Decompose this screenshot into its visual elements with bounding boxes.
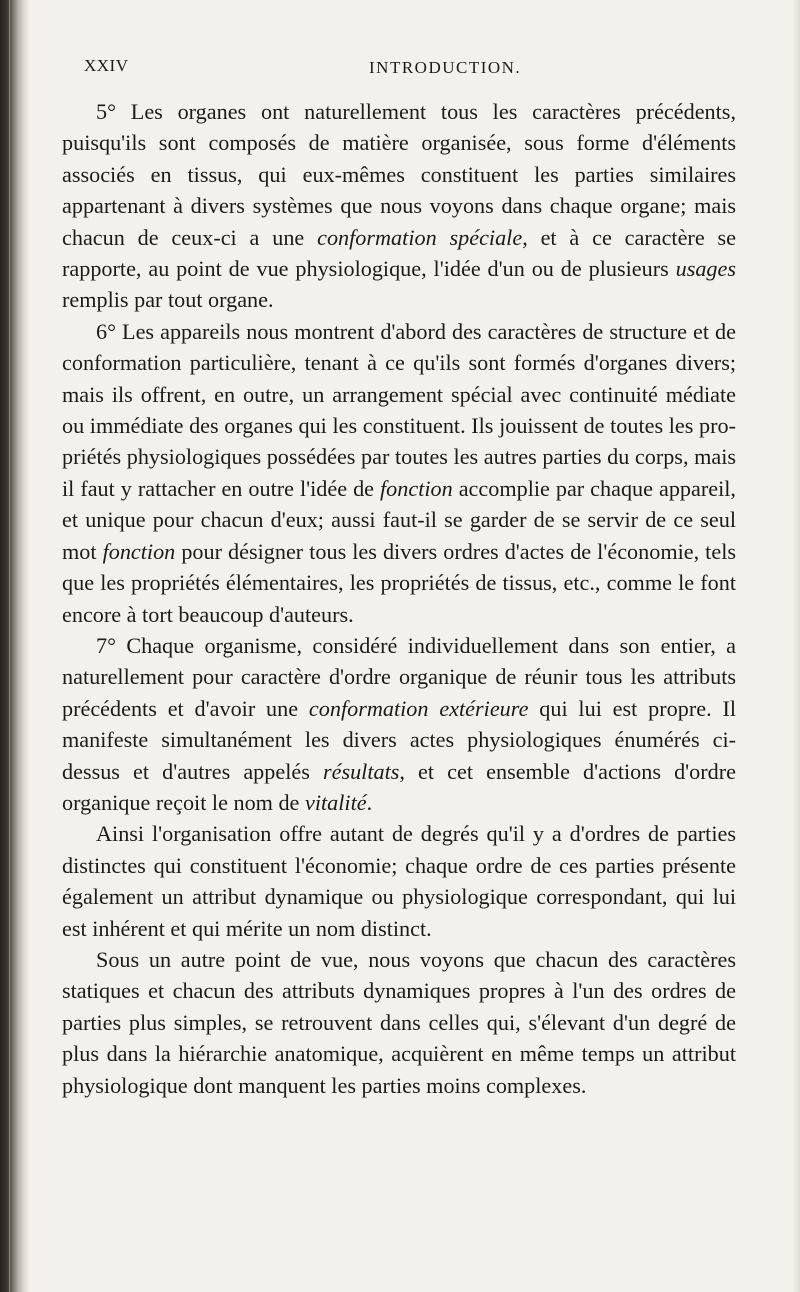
emphasis-usages: usages: [675, 256, 736, 282]
paragraph-7-organisme: 7° Chaque organisme, considéré individuellement dans son entier, a naturellement pour caractère d'ordre organique de réunir tous les attributs précédents et d'avoir une conformation extérieure qui lui est propre. Il manifeste simultanément les divers actes physiologiques énumérés ci-dessus et d'autres appelés résultats, et cet ensemble d'actions d'ordre organique reçoit le nom de vitalité.: [62, 632, 736, 815]
emphasis-resultats: résultats: [322, 758, 400, 784]
running-head: INTRODUCTION.: [369, 58, 522, 77]
paragraph-5-organes: 5° Les organes ont naturellement tous les caractères précédents, puisqu'ils sont composés de matière organisée, sous forme d'éléments associés en tissus, qui eux-mêmes constituent les parties similaires appartenant à divers systèmes que nous voyons dans chaque organe; mais chacun de ceux-ci a une conformation spéciale, et à ce caractère se rapporte, au point de vue physiologique, l'idée d'un ou de plusieurs usages remplis par tout organe.: [62, 99, 736, 313]
page-number: XXIV: [84, 56, 129, 75]
binding-fold-line: [9, 0, 10, 1292]
emphasis-conformation-exterieure: conformation extérieure: [308, 695, 529, 721]
paragraph-6-appareils: 6° Les appareils nous montrent d'abord des caractères de structure et de conformation particulière, tenant à ce qu'ils sont formés d'organes divers; mais ils offrent, en outre, un arrangement spécial avec continuité médiate ou immédiate des organes qui les constituent. Ils jouissent de toutes les propriétés physiologiques possédées par toutes les autres parties du corps, mais il faut y rattacher en outre l'idée de fonction accomplie par chaque appareil, et unique pour chacun d'eux; aussi faut-il se garder de se servir de ce seul mot fonction pour désigner tous les divers ordres d'actes de l'économie, tels que les propriétés élémentaires, les propriétés de tissus, etc., comme le font encore à tort beaucoup d'auteurs.: [62, 318, 736, 627]
page-header: [84, 56, 770, 86]
paragraph-sous-un-autre-point: Sous un autre point de vue, nous voyons que chacun des caractères statiques et chacun des attributs dynamiques propres à l'un des ordres de parties plus simples, se retrouvent dans celles qui, s'élevant d'un degré de plus dans la hiérarchie anatomique, acquièrent en même temps un attribut physiologique dont manquent les parties moins complexes.: [62, 946, 736, 1098]
book-binding-shadow: [0, 0, 30, 1292]
emphasis-fonction: fonction: [380, 475, 453, 501]
emphasis-conformation-speciale: conformation spéciale: [317, 224, 523, 250]
page-edge-shadow: [792, 0, 800, 1292]
emphasis-fonction-2: fonction: [102, 538, 176, 564]
emphasis-vitalite: vitalité: [304, 789, 367, 815]
body-text: [62, 96, 736, 1101]
paragraph-ainsi: Ainsi l'organisation offre autant de degrés qu'il y a d'ordres de parties distinctes qui constituent l'économie; chaque ordre de ces parties présente également un attribut dynamique ou physiologique correspondant, qui lui est inhérent et qui mérite un nom distinct.: [62, 821, 736, 941]
